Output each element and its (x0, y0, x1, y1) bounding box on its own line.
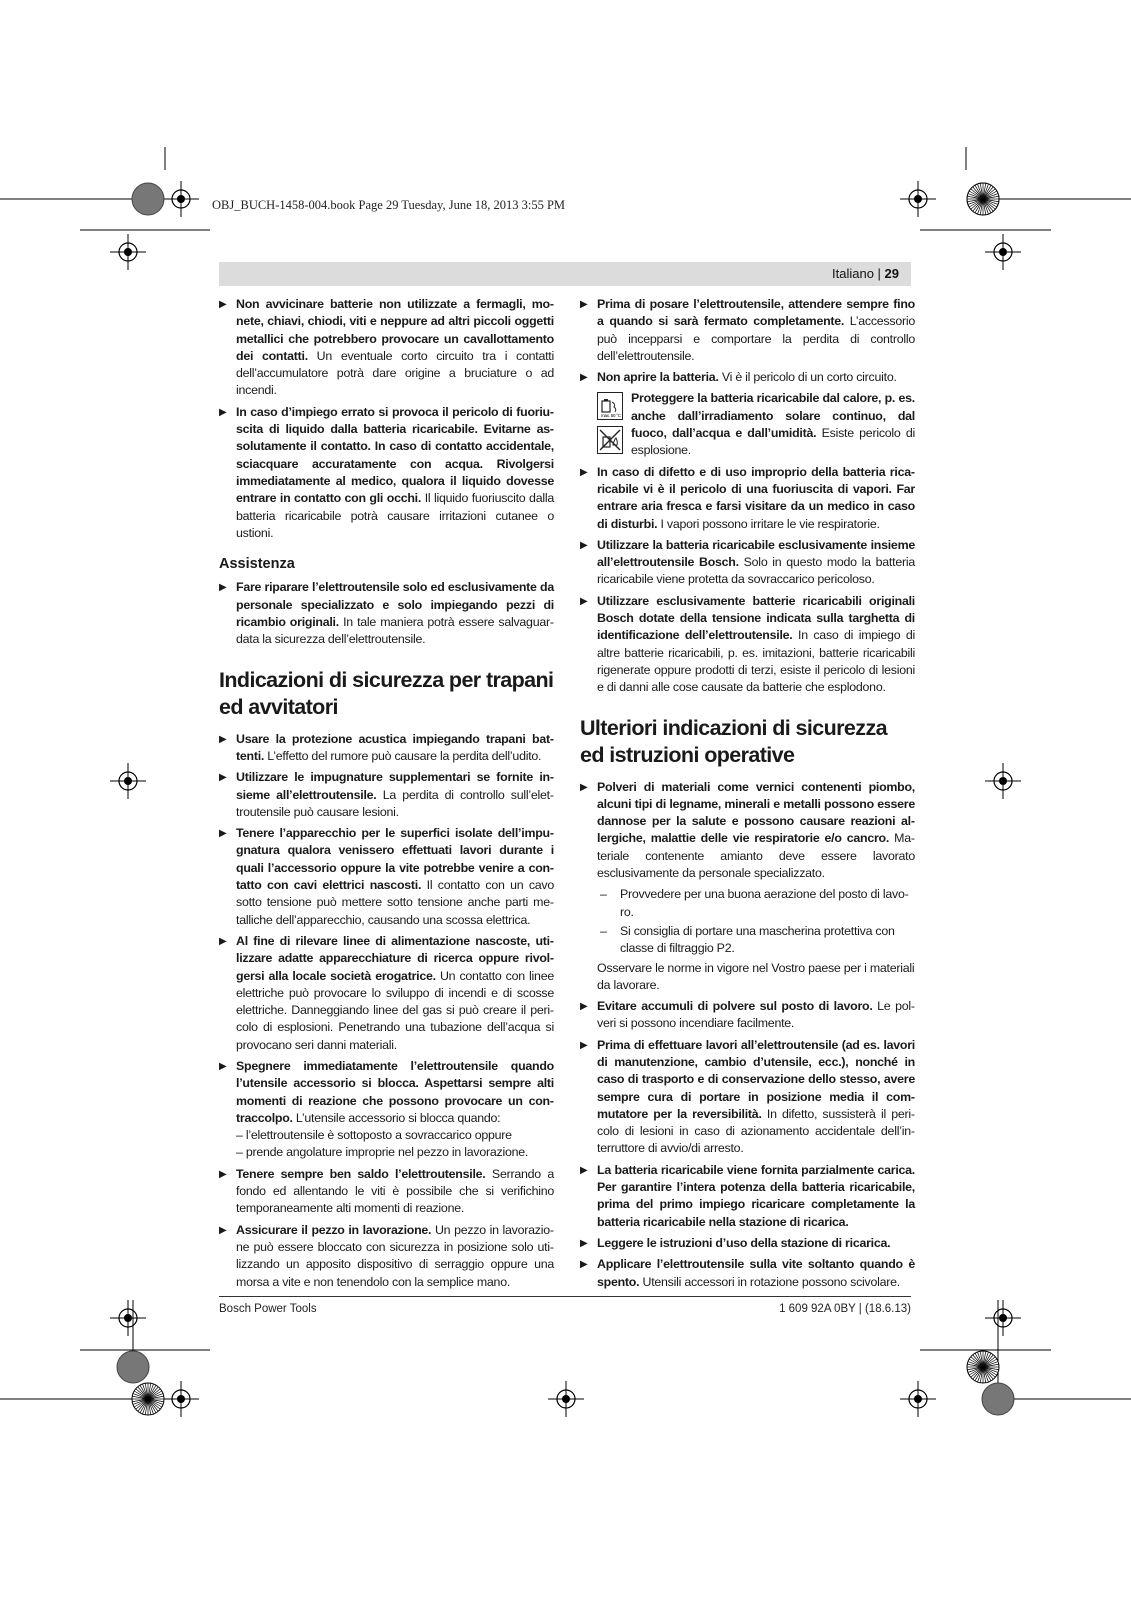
dash-list (580, 886, 915, 957)
bullet-arrow-icon: ▶ (219, 1168, 227, 1180)
left-items-a (219, 296, 554, 542)
safety-item (580, 1256, 915, 1291)
section-heading-further-safety: Ulteriori indicazioni di sicurezza ed istruzioni operative (580, 715, 887, 767)
item-text: L’effetto del rumore può causare la perdita dell’udito. (264, 748, 542, 763)
sun-heat-warning-icon (597, 392, 623, 420)
bullet-arrow-icon: ▶ (219, 733, 227, 745)
battery-warning-bold: Proteggere la batteria ricaricabile dal calore, p. es. anche dall’irradiamento solare continuo, dal fuoco, dall’acqua e dall’umidità. (631, 391, 915, 441)
section-heading-drills: Indicazioni di sicurezza per trapani ed avvitatori (219, 667, 554, 719)
item-bold: Assicurare il pezzo in lavorazione. (236, 1222, 432, 1237)
battery-warning-icons (597, 390, 623, 459)
bullet-arrow-icon: ▶ (219, 935, 227, 947)
bullet-arrow-icon: ▶ (580, 1237, 588, 1249)
item-bold: Fare riparare l’elettroutensile solo ed esclusivamente da personale specializzato e solo impiegando pezzi di ricambio originali. (236, 580, 554, 630)
battery-warning-icon-note (580, 390, 915, 459)
item-text: L’utensile accessorio si blocca quando: (292, 1110, 501, 1125)
item-bold: Evitare accumuli di polvere sul posto di lavoro. (597, 999, 873, 1014)
item-bold: Tenere sempre ben saldo l’elettroutensile. (236, 1166, 486, 1181)
bullet-arrow-icon: ▶ (580, 595, 588, 607)
safety-item (580, 369, 915, 386)
item-text: Un contatto con linee elettriche può provocare lo sviluppo di incendi e di scosse elettriche. Danneggiando linee del gas si può creare il pericolo di esplosioni. Penetrando una tubazione dell’acqua si provocano seri danni materiali. (236, 968, 554, 1052)
item-bold: Al fine di rilevare linee di alimentazione nascoste, utilizzare adatte apparecchiature di ricerca oppure rivolgersi alla locale società erogatrice. (236, 933, 554, 983)
safety-item (219, 1222, 554, 1291)
item-subline: – l’elettroutensile è sottoposto a sovraccarico oppure (236, 1128, 512, 1143)
item-text: Un eventuale corto circuito tra i contatti dell’accumulatore potrà dare origine a bruciature o ad incendi. (236, 348, 554, 398)
right-items-a (580, 296, 915, 386)
bullet-arrow-icon: ▶ (219, 828, 227, 840)
left-items-b (219, 579, 554, 648)
item-text: Solo in questo modo la batteria ricaricabile viene protetta da sovraccarico pericoloso. (597, 555, 915, 587)
crosshair-mark (163, 181, 199, 217)
safety-item (580, 998, 915, 1033)
bullet-arrow-icon: ▶ (580, 1001, 588, 1013)
bullet-arrow-icon: ▶ (219, 582, 227, 594)
crosshair-mark (110, 763, 146, 799)
footer-right: 1 609 92A 0BY | (18.6.13) (779, 1303, 911, 1315)
footer-left: Bosch Power Tools (219, 1303, 317, 1315)
safety-item (580, 1037, 915, 1158)
safety-item (580, 593, 915, 697)
item-bold: Prima di effettuare lavori all’elettroutensile (ad es. lavori di manutenzione, cambio d’utensile, ecc.), nonché in caso di trasporto e di conservazione dello stesso, avere sempre cura di portare in posizione media il commutatore per la reversibilità. (597, 1037, 915, 1121)
crosshair-mark (163, 1381, 199, 1417)
item-bold: La batteria ricaricabile viene fornita parzialmente carica. Per garantire l’intera potenza della batteria ricaricabile, prima del primo impiego ricaricare completamente la batteria ricaricabile nella stazione di ricarica. (597, 1162, 915, 1229)
safety-item (219, 825, 554, 929)
item-bold: Tenere l’apparecchio per le superfici isolate dell’impugnatura qualora venissero effettuati lavori durante i quali l’accessorio oppure la vite potrebbe venire a contatto con cavi elettrici nascosti. (236, 826, 554, 893)
safety-item (219, 933, 554, 1054)
safety-item (580, 1235, 915, 1252)
left-items-c (219, 731, 554, 1291)
dash-marker: – (600, 887, 607, 902)
crosshair-mark (110, 234, 146, 270)
item-text: Il liquido fuoriuscito dalla batteria ricaricabile potrà causare irritazioni cutanee o ustioni. (236, 491, 554, 540)
item-text: Vi è il pericolo di un corto circuito. (718, 370, 897, 385)
bullet-arrow-icon: ▶ (219, 406, 227, 418)
item-text: Serrando a fondo ed allentando le viti è possibile che si verifichino temporaneamente alti momenti di reazione. (236, 1166, 554, 1216)
item-text: In difetto, sussisterà il pericolo di lesioni in caso di azionamento accidentale dell’interruttore di avvio/di arresto. (597, 1106, 915, 1156)
grey-dot-mark (982, 1383, 1014, 1415)
dash-marker: – (600, 923, 607, 938)
safety-item (580, 296, 915, 365)
bullet-arrow-icon: ▶ (580, 299, 588, 310)
assistenza-heading: Assistenza (219, 556, 295, 573)
safety-item (580, 537, 915, 589)
battery-warning-normal: Esiste pericolo di esplosione. (631, 426, 915, 458)
bullet-arrow-icon: ▶ (580, 1039, 588, 1051)
safety-item (219, 579, 554, 648)
item-bold: Spegnere immediatamente l’elettroutensile quando l’utensile accessorio si blocca. Aspettarsi sempre alti momenti di reazione che possono provocare un contraccolpo. (236, 1058, 554, 1125)
safety-item (219, 1166, 554, 1218)
norms-paragraph: Osservare le norme in vigore nel Vostro paese per i materiali da lavorare. (597, 960, 915, 992)
grey-dot-mark (967, 183, 999, 215)
item-text: In caso di impiego di altre batterie ricaricabili, p. es. imitazioni, batterie ricaricabili rigenerate oppure prodotti di terzi, esiste il pericolo di lesioni e di danni alle cose causate da batterie che esplodono. (597, 628, 915, 695)
item-bold: Polveri di materiali come vernici contenenti piombo, alcuni tipi di legname, minerali e metalli possono essere dannose per la salute e possono causare reazioni allergiche, malattie delle vie respiratorie e/o cancro. (597, 779, 915, 846)
item-subline: – prende angolature improprie nel pezzo in lavorazione. (236, 1145, 529, 1160)
dash-text: Provvedere per una buona aerazione del posto di lavoro. (620, 887, 909, 919)
page-footer (219, 1296, 911, 1315)
item-bold: In caso d’impiego errato si provoca il pericolo di fuoriuscita di liquido dalla batteria ricaricabile. Evitarne assolutamente il contatto. In caso di contatto accidentale, sciacquare accuratamente con acqua. Rivolgersi immediatamente al medico, qualora il liquido dovesse entrare in contatto con gli occhi. (236, 404, 554, 506)
bullet-arrow-icon: ▶ (580, 1259, 588, 1271)
item-bold: Leggere le istruzioni d’uso della stazione di ricarica. (597, 1235, 891, 1250)
item-text: In tale maniera potrà essere salvaguardata la sicurezza dell’elettroutensile. (236, 615, 555, 647)
grey-dot-mark (117, 1351, 149, 1383)
item-bold: Utilizzare le impugnature supplementari se fornite insieme all’elettroutensile. (236, 770, 554, 802)
crosshair-mark (900, 1381, 936, 1417)
page-number: 29 (884, 266, 899, 281)
item-text: Materiale contenente amianto deve essere lavorato esclusivamente da personale specializzato. (597, 831, 916, 881)
item-text: I vapori possono irritare le vie respiratorie. (657, 516, 880, 531)
safety-item (219, 404, 554, 542)
crosshair-mark (900, 181, 936, 217)
language-label: Italiano (832, 266, 874, 281)
sunburst-mark (967, 183, 999, 215)
bullet-arrow-icon: ▶ (219, 1060, 227, 1072)
left-column (219, 296, 554, 1295)
max-temp-label: max. 50 °C (601, 413, 621, 419)
book-header: OBJ_BUCH-1458-004.book Page 29 Tuesday, June 18, 2013 3:55 PM (212, 198, 566, 212)
language-page-label: Italiano | 29 (832, 266, 899, 281)
bullet-arrow-icon: ▶ (219, 299, 227, 310)
item-text: Le polveri si possono incendiare facilmente. (597, 999, 915, 1031)
no-fire-no-water-icon (597, 426, 623, 454)
item-bold: Usare la protezione acustica impiegando trapani battenti. (236, 731, 554, 763)
grey-dot-mark (132, 183, 164, 215)
sunburst-mark (132, 1383, 164, 1415)
right-items-c (580, 998, 915, 1291)
bullet-arrow-icon: ▶ (580, 539, 588, 551)
crosshair-mark (985, 763, 1021, 799)
crosshair-mark (985, 234, 1021, 270)
crosshair-mark (548, 1381, 584, 1417)
item-bold: Utilizzare esclusivamente batterie ricaricabili originali Bosch dotate della tensione indicata sulla targhetta di identificazione dell’elettroutensile. (597, 593, 915, 643)
dash-text: Si consiglia di portare una mascherina protettiva con classe di filtraggio P2. (620, 923, 895, 956)
safety-item (219, 296, 554, 400)
item-text: Il contatto con un cavo sotto tensione può mettere sotto tensione anche parti metalliche dell’apparecchio, causando una scossa elettrica. (236, 878, 554, 927)
item-text: L’accessorio può incepparsi e comportare la perdita di controllo dell’elettroutensile. (597, 314, 915, 363)
bullet-arrow-icon: ▶ (580, 466, 588, 478)
item-bold: Prima di posare l’elettroutensile, attendere sempre fino a quando si sarà fermato completamente. (597, 297, 915, 329)
safety-item (580, 1162, 915, 1231)
battery-warning-text (631, 390, 915, 459)
dash-item (580, 923, 915, 958)
page-header-bar (219, 262, 911, 286)
safety-item (219, 1058, 554, 1162)
safety-item (219, 731, 554, 766)
right-column (580, 296, 915, 1295)
item-text: Utensili accessori in rotazione possono scivolare. (639, 1274, 900, 1289)
item-bold: Non avvicinare batterie non utilizzate a fermagli, monete, chiavi, chiodi, viti e neppure ad altri piccoli oggetti metallici che potrebbero provocare un cavallottamento dei contatti. (236, 297, 554, 363)
dash-item (580, 886, 915, 921)
item-bold: Non aprire la batteria. (597, 370, 719, 385)
bullet-arrow-icon: ▶ (219, 772, 227, 784)
bullet-arrow-icon: ▶ (219, 1224, 227, 1236)
item-bold: In caso di difetto e di uso improprio della batteria ricaricabile vi è il pericolo di una fuoriuscita di vapori. Far entrare aria fresca e farsi visitare da un medico in caso di disturbi. (597, 464, 915, 531)
bullet-arrow-icon: ▶ (580, 1164, 588, 1176)
bullet-arrow-icon: ▶ (580, 372, 588, 384)
sunburst-mark (967, 1351, 999, 1383)
dust-warning-item (580, 779, 915, 883)
safety-item (580, 464, 915, 533)
crosshair-mark (985, 1300, 1021, 1336)
crosshair-mark (110, 1300, 146, 1336)
right-items-b (580, 464, 915, 697)
item-bold: Applicare l’elettroutensile sulla vite soltanto quando è spento. (597, 1257, 915, 1289)
bullet-arrow-icon: ▶ (580, 781, 588, 793)
item-text: La perdita di controllo sull’elettroutensile può causare lesioni. (236, 787, 554, 819)
item-text: Un pezzo in lavorazione può essere bloccato con sicurezza in posizione solo utilizzando un apposito dispositivo di serraggio oppure una morsa a vite e non tenendolo con la semplice mano. (236, 1222, 554, 1289)
safety-item (219, 769, 554, 821)
item-bold: Utilizzare la batteria ricaricabile esclusivamente insieme all’elettroutensile Bosch. (597, 537, 915, 570)
